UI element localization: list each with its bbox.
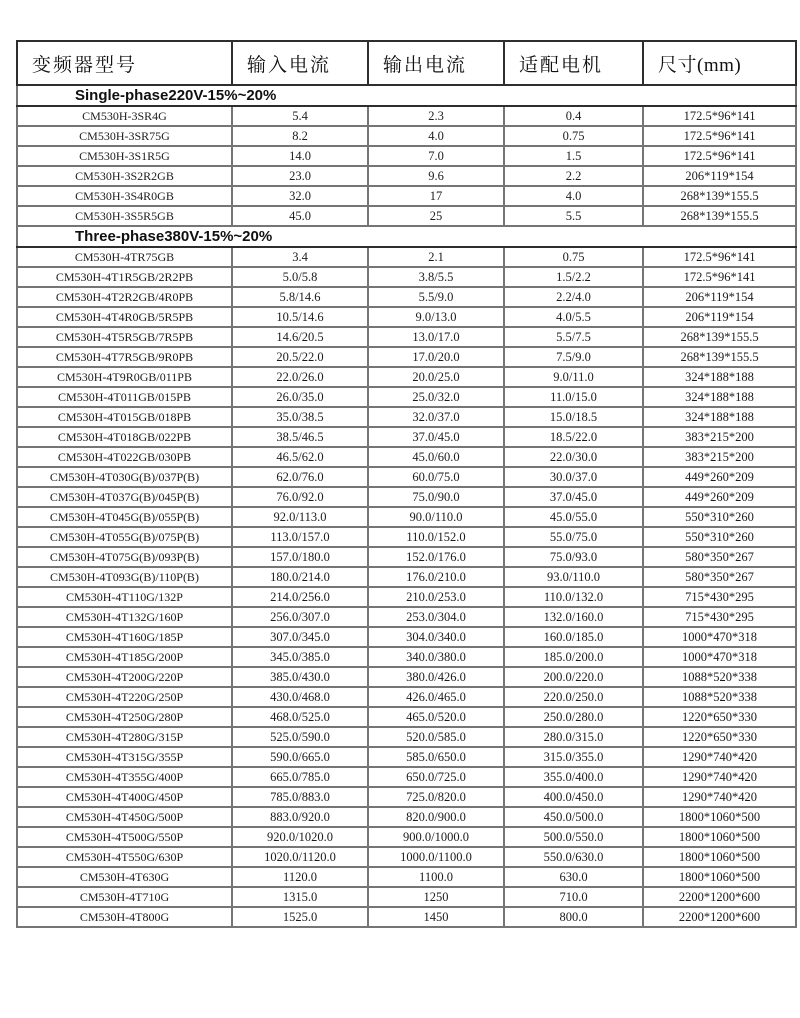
model-cell: CM530H-3SR75G: [17, 126, 232, 146]
input-current-cell: 23.0: [232, 166, 368, 186]
model-cell: CM530H-4T315G/355P: [17, 747, 232, 767]
model-cell: CM530H-4T500G/550P: [17, 827, 232, 847]
model-cell: CM530H-4T055G(B)/075P(B): [17, 527, 232, 547]
model-cell: CM530H-4T800G: [17, 907, 232, 927]
output-current-cell: 650.0/725.0: [368, 767, 504, 787]
output-current-cell: 2.1: [368, 247, 504, 267]
model-cell: CM530H-4T450G/500P: [17, 807, 232, 827]
motor-cell: 200.0/220.0: [504, 667, 643, 687]
model-cell: CM530H-4T045G(B)/055P(B): [17, 507, 232, 527]
size-cell: 1290*740*420: [643, 787, 796, 807]
table-row: [17, 206, 796, 226]
motor-cell: 1.5/2.2: [504, 267, 643, 287]
output-current-cell: 45.0/60.0: [368, 447, 504, 467]
input-current-cell: 3.4: [232, 247, 368, 267]
model-cell: CM530H-4T022GB/030PB: [17, 447, 232, 467]
size-cell: 1800*1060*500: [643, 827, 796, 847]
output-current-cell: 17.0/20.0: [368, 347, 504, 367]
model-cell: CM530H-4T220G/250P: [17, 687, 232, 707]
output-current-cell: 7.0: [368, 146, 504, 166]
output-current-cell: 304.0/340.0: [368, 627, 504, 647]
section-header-row: [17, 226, 796, 247]
inverter-spec-sheet: [16, 40, 795, 928]
table-row: [17, 106, 796, 126]
table-row: [17, 247, 796, 267]
table-row: [17, 907, 796, 927]
size-cell: 1000*470*318: [643, 627, 796, 647]
model-cell: CM530H-4T160G/185P: [17, 627, 232, 647]
motor-cell: 160.0/185.0: [504, 627, 643, 647]
motor-cell: 18.5/22.0: [504, 427, 643, 447]
input-current-cell: 14.6/20.5: [232, 327, 368, 347]
model-cell: CM530H-3S4R0GB: [17, 186, 232, 206]
size-cell: 206*119*154: [643, 287, 796, 307]
output-current-cell: 3.8/5.5: [368, 267, 504, 287]
output-current-cell: 20.0/25.0: [368, 367, 504, 387]
output-current-cell: 1100.0: [368, 867, 504, 887]
size-cell: 1800*1060*500: [643, 807, 796, 827]
output-current-cell: 32.0/37.0: [368, 407, 504, 427]
output-current-cell: 17: [368, 186, 504, 206]
size-cell: 324*188*188: [643, 407, 796, 427]
size-cell: 1220*650*330: [643, 707, 796, 727]
size-cell: 172.5*96*141: [643, 247, 796, 267]
motor-cell: 355.0/400.0: [504, 767, 643, 787]
table-row: [17, 607, 796, 627]
motor-cell: 45.0/55.0: [504, 507, 643, 527]
model-cell: CM530H-4T630G: [17, 867, 232, 887]
column-header-motor: 适配电机: [504, 41, 643, 85]
header-row: [17, 41, 796, 85]
motor-cell: 250.0/280.0: [504, 707, 643, 727]
model-cell: CM530H-4T7R5GB/9R0PB: [17, 347, 232, 367]
motor-cell: 15.0/18.5: [504, 407, 643, 427]
size-cell: 715*430*295: [643, 587, 796, 607]
motor-cell: 0.75: [504, 126, 643, 146]
inverter-spec-table: [16, 40, 797, 928]
size-cell: 383*215*200: [643, 427, 796, 447]
table-row: [17, 667, 796, 687]
output-current-cell: 5.5/9.0: [368, 287, 504, 307]
table-row: [17, 407, 796, 427]
output-current-cell: 75.0/90.0: [368, 487, 504, 507]
table-row: [17, 547, 796, 567]
table-row: [17, 887, 796, 907]
table-row: [17, 307, 796, 327]
input-current-cell: 345.0/385.0: [232, 647, 368, 667]
input-current-cell: 1525.0: [232, 907, 368, 927]
model-cell: CM530H-4T2R2GB/4R0PB: [17, 287, 232, 307]
motor-cell: 500.0/550.0: [504, 827, 643, 847]
input-current-cell: 1315.0: [232, 887, 368, 907]
input-current-cell: 180.0/214.0: [232, 567, 368, 587]
input-current-cell: 157.0/180.0: [232, 547, 368, 567]
motor-cell: 710.0: [504, 887, 643, 907]
table-row: [17, 447, 796, 467]
output-current-cell: 90.0/110.0: [368, 507, 504, 527]
output-current-cell: 426.0/465.0: [368, 687, 504, 707]
input-current-cell: 62.0/76.0: [232, 467, 368, 487]
table-row: [17, 767, 796, 787]
input-current-cell: 385.0/430.0: [232, 667, 368, 687]
table-row: [17, 627, 796, 647]
size-cell: 715*430*295: [643, 607, 796, 627]
table-row: [17, 587, 796, 607]
model-cell: CM530H-4T015GB/018PB: [17, 407, 232, 427]
model-cell: CM530H-3SR4G: [17, 106, 232, 126]
input-current-cell: 26.0/35.0: [232, 387, 368, 407]
input-current-cell: 590.0/665.0: [232, 747, 368, 767]
input-current-cell: 46.5/62.0: [232, 447, 368, 467]
input-current-cell: 525.0/590.0: [232, 727, 368, 747]
model-cell: CM530H-4T030G(B)/037P(B): [17, 467, 232, 487]
table-row: [17, 507, 796, 527]
output-current-cell: 25: [368, 206, 504, 226]
output-current-cell: 820.0/900.0: [368, 807, 504, 827]
table-row: [17, 527, 796, 547]
input-current-cell: 307.0/345.0: [232, 627, 368, 647]
size-cell: 1000*470*318: [643, 647, 796, 667]
output-current-cell: 1000.0/1100.0: [368, 847, 504, 867]
input-current-cell: 10.5/14.6: [232, 307, 368, 327]
section-header-label: Three-phase380V-15%~20%: [17, 226, 796, 247]
model-cell: CM530H-4T550G/630P: [17, 847, 232, 867]
input-current-cell: 35.0/38.5: [232, 407, 368, 427]
model-cell: CM530H-4T355G/400P: [17, 767, 232, 787]
motor-cell: 450.0/500.0: [504, 807, 643, 827]
size-cell: 383*215*200: [643, 447, 796, 467]
size-cell: 449*260*209: [643, 487, 796, 507]
motor-cell: 5.5: [504, 206, 643, 226]
table-row: [17, 567, 796, 587]
motor-cell: 280.0/315.0: [504, 727, 643, 747]
output-current-cell: 4.0: [368, 126, 504, 146]
size-cell: 172.5*96*141: [643, 146, 796, 166]
output-current-cell: 13.0/17.0: [368, 327, 504, 347]
size-cell: 1088*520*338: [643, 687, 796, 707]
motor-cell: 2.2: [504, 166, 643, 186]
size-cell: 324*188*188: [643, 387, 796, 407]
model-cell: CM530H-3S5R5GB: [17, 206, 232, 226]
size-cell: 550*310*260: [643, 527, 796, 547]
column-header-input-current: 输入电流: [232, 41, 368, 85]
model-cell: CM530H-4T400G/450P: [17, 787, 232, 807]
size-cell: 268*139*155.5: [643, 327, 796, 347]
size-cell: 324*188*188: [643, 367, 796, 387]
input-current-cell: 32.0: [232, 186, 368, 206]
size-cell: 172.5*96*141: [643, 106, 796, 126]
size-cell: 580*350*267: [643, 547, 796, 567]
input-current-cell: 785.0/883.0: [232, 787, 368, 807]
output-current-cell: 60.0/75.0: [368, 467, 504, 487]
motor-cell: 4.0/5.5: [504, 307, 643, 327]
input-current-cell: 5.8/14.6: [232, 287, 368, 307]
model-cell: CM530H-4T011GB/015PB: [17, 387, 232, 407]
motor-cell: 630.0: [504, 867, 643, 887]
output-current-cell: 520.0/585.0: [368, 727, 504, 747]
table-row: [17, 267, 796, 287]
motor-cell: 550.0/630.0: [504, 847, 643, 867]
input-current-cell: 76.0/92.0: [232, 487, 368, 507]
model-cell: CM530H-4T710G: [17, 887, 232, 907]
motor-cell: 75.0/93.0: [504, 547, 643, 567]
motor-cell: 800.0: [504, 907, 643, 927]
model-cell: CM530H-4TR75GB: [17, 247, 232, 267]
motor-cell: 220.0/250.0: [504, 687, 643, 707]
size-cell: 1220*650*330: [643, 727, 796, 747]
model-cell: CM530H-4T075G(B)/093P(B): [17, 547, 232, 567]
model-cell: CM530H-4T018GB/022PB: [17, 427, 232, 447]
size-cell: 172.5*96*141: [643, 267, 796, 287]
input-current-cell: 468.0/525.0: [232, 707, 368, 727]
section-header-row: [17, 85, 796, 106]
column-header-model: 变频器型号: [17, 41, 232, 85]
output-current-cell: 9.0/13.0: [368, 307, 504, 327]
output-current-cell: 9.6: [368, 166, 504, 186]
table-header: [17, 41, 796, 85]
size-cell: 1800*1060*500: [643, 867, 796, 887]
table-row: [17, 787, 796, 807]
section-header-label: Single-phase220V-15%~20%: [17, 85, 796, 106]
motor-cell: 7.5/9.0: [504, 347, 643, 367]
motor-cell: 37.0/45.0: [504, 487, 643, 507]
table-row: [17, 647, 796, 667]
motor-cell: 93.0/110.0: [504, 567, 643, 587]
model-cell: CM530H-4T200G/220P: [17, 667, 232, 687]
table-row: [17, 487, 796, 507]
size-cell: 268*139*155.5: [643, 206, 796, 226]
table-row: [17, 387, 796, 407]
motor-cell: 11.0/15.0: [504, 387, 643, 407]
output-current-cell: 900.0/1000.0: [368, 827, 504, 847]
size-cell: 580*350*267: [643, 567, 796, 587]
input-current-cell: 256.0/307.0: [232, 607, 368, 627]
output-current-cell: 585.0/650.0: [368, 747, 504, 767]
size-cell: 268*139*155.5: [643, 186, 796, 206]
table-row: [17, 287, 796, 307]
motor-cell: 315.0/355.0: [504, 747, 643, 767]
table-row: [17, 146, 796, 166]
size-cell: 2200*1200*600: [643, 907, 796, 927]
input-current-cell: 22.0/26.0: [232, 367, 368, 387]
motor-cell: 30.0/37.0: [504, 467, 643, 487]
motor-cell: 9.0/11.0: [504, 367, 643, 387]
model-cell: CM530H-4T110G/132P: [17, 587, 232, 607]
table-row: [17, 807, 796, 827]
size-cell: 1290*740*420: [643, 747, 796, 767]
table-row: [17, 367, 796, 387]
output-current-cell: 1450: [368, 907, 504, 927]
table-row: [17, 747, 796, 767]
motor-cell: 185.0/200.0: [504, 647, 643, 667]
model-cell: CM530H-3S1R5G: [17, 146, 232, 166]
table-row: [17, 707, 796, 727]
table-row: [17, 847, 796, 867]
model-cell: CM530H-4T280G/315P: [17, 727, 232, 747]
input-current-cell: 430.0/468.0: [232, 687, 368, 707]
motor-cell: 5.5/7.5: [504, 327, 643, 347]
output-current-cell: 210.0/253.0: [368, 587, 504, 607]
motor-cell: 1.5: [504, 146, 643, 166]
output-current-cell: 25.0/32.0: [368, 387, 504, 407]
motor-cell: 2.2/4.0: [504, 287, 643, 307]
model-cell: CM530H-4T4R0GB/5R5PB: [17, 307, 232, 327]
table-row: [17, 327, 796, 347]
motor-cell: 4.0: [504, 186, 643, 206]
motor-cell: 110.0/132.0: [504, 587, 643, 607]
size-cell: 172.5*96*141: [643, 126, 796, 146]
model-cell: CM530H-4T185G/200P: [17, 647, 232, 667]
input-current-cell: 8.2: [232, 126, 368, 146]
input-current-cell: 5.0/5.8: [232, 267, 368, 287]
output-current-cell: 2.3: [368, 106, 504, 126]
input-current-cell: 920.0/1020.0: [232, 827, 368, 847]
table-row: [17, 166, 796, 186]
output-current-cell: 37.0/45.0: [368, 427, 504, 447]
output-current-cell: 465.0/520.0: [368, 707, 504, 727]
model-cell: CM530H-4T132G/160P: [17, 607, 232, 627]
input-current-cell: 113.0/157.0: [232, 527, 368, 547]
size-cell: 550*310*260: [643, 507, 796, 527]
table-body: [17, 85, 796, 927]
model-cell: CM530H-4T1R5GB/2R2PB: [17, 267, 232, 287]
table-row: [17, 126, 796, 146]
output-current-cell: 152.0/176.0: [368, 547, 504, 567]
output-current-cell: 110.0/152.0: [368, 527, 504, 547]
input-current-cell: 92.0/113.0: [232, 507, 368, 527]
size-cell: 1800*1060*500: [643, 847, 796, 867]
table-row: [17, 427, 796, 447]
input-current-cell: 883.0/920.0: [232, 807, 368, 827]
input-current-cell: 14.0: [232, 146, 368, 166]
model-cell: CM530H-4T5R5GB/7R5PB: [17, 327, 232, 347]
motor-cell: 22.0/30.0: [504, 447, 643, 467]
input-current-cell: 5.4: [232, 106, 368, 126]
input-current-cell: 665.0/785.0: [232, 767, 368, 787]
input-current-cell: 1020.0/1120.0: [232, 847, 368, 867]
motor-cell: 132.0/160.0: [504, 607, 643, 627]
input-current-cell: 214.0/256.0: [232, 587, 368, 607]
model-cell: CM530H-3S2R2GB: [17, 166, 232, 186]
table-row: [17, 867, 796, 887]
motor-cell: 0.75: [504, 247, 643, 267]
model-cell: CM530H-4T093G(B)/110P(B): [17, 567, 232, 587]
table-row: [17, 827, 796, 847]
output-current-cell: 340.0/380.0: [368, 647, 504, 667]
size-cell: 1290*740*420: [643, 767, 796, 787]
table-row: [17, 347, 796, 367]
output-current-cell: 1250: [368, 887, 504, 907]
size-cell: 206*119*154: [643, 166, 796, 186]
output-current-cell: 253.0/304.0: [368, 607, 504, 627]
column-header-size: 尺寸(mm): [643, 41, 796, 85]
table-row: [17, 687, 796, 707]
output-current-cell: 176.0/210.0: [368, 567, 504, 587]
motor-cell: 400.0/450.0: [504, 787, 643, 807]
column-header-output-current: 输出电流: [368, 41, 504, 85]
output-current-cell: 380.0/426.0: [368, 667, 504, 687]
size-cell: 206*119*154: [643, 307, 796, 327]
model-cell: CM530H-4T037G(B)/045P(B): [17, 487, 232, 507]
table-row: [17, 186, 796, 206]
size-cell: 268*139*155.5: [643, 347, 796, 367]
motor-cell: 0.4: [504, 106, 643, 126]
input-current-cell: 1120.0: [232, 867, 368, 887]
input-current-cell: 20.5/22.0: [232, 347, 368, 367]
input-current-cell: 38.5/46.5: [232, 427, 368, 447]
size-cell: 1088*520*338: [643, 667, 796, 687]
model-cell: CM530H-4T250G/280P: [17, 707, 232, 727]
input-current-cell: 45.0: [232, 206, 368, 226]
table-row: [17, 467, 796, 487]
model-cell: CM530H-4T9R0GB/011PB: [17, 367, 232, 387]
motor-cell: 55.0/75.0: [504, 527, 643, 547]
size-cell: 449*260*209: [643, 467, 796, 487]
size-cell: 2200*1200*600: [643, 887, 796, 907]
table-row: [17, 727, 796, 747]
output-current-cell: 725.0/820.0: [368, 787, 504, 807]
